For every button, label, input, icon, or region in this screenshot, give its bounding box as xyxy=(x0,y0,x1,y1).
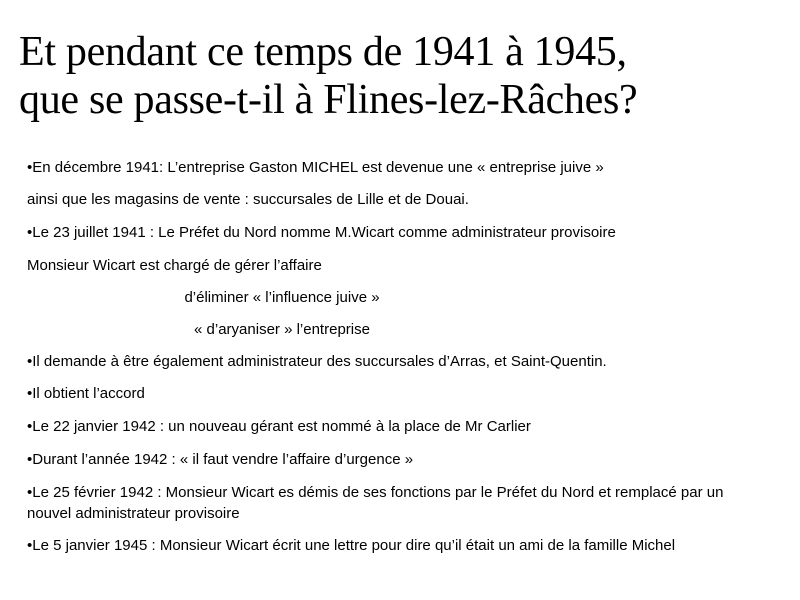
bullet-annee-1942: •Durant l’année 1942 : « il faut vendre l’affaire d’urgence » xyxy=(27,451,414,468)
bullet-janvier-1945: •Le 5 janvier 1945 : Monsieur Wicart écrit une lettre pour dire qu’il était un ami de la famille Michel xyxy=(27,537,676,554)
bullet-janvier-1942: •Le 22 janvier 1942 : un nouveau gérant est nommé à la place de Mr Carlier xyxy=(27,418,531,435)
text-magasins: ainsi que les magasins de vente : succursales de Lille et de Douai. xyxy=(27,191,469,208)
title-line-1: Et pendant ce temps de 1941 à 1945, xyxy=(19,29,627,75)
bullet-fevrier-1942: •Le 25 février 1942 : Monsieur Wicart es démis de ses fonctions par le Préfet du Nord et remplacé par un nouvel administrateur provisoire xyxy=(27,484,724,522)
bullet-juillet-1941: •Le 23 juillet 1941 : Le Préfet du Nord nomme M.Wicart comme administrateur provisoire xyxy=(27,224,616,241)
bullet-accord: •Il obtient l’accord xyxy=(27,385,145,402)
text-wicart-charge: Monsieur Wicart est chargé de gérer l’affaire xyxy=(27,257,322,274)
bullet-succursales: •Il demande à être également administrateur des succursales d’Arras, et Saint-Quentin. xyxy=(27,353,607,370)
bullet-december-1941: •En décembre 1941: L’entreprise Gaston MICHEL est devenue une « entreprise juive » xyxy=(27,159,604,176)
slide-title xyxy=(19,28,789,124)
text-eliminer: d’éliminer « l’influence juive » xyxy=(184,289,380,306)
text-aryaniser: « d’aryaniser » l’entreprise xyxy=(194,321,370,338)
title-line-2: que se passe-t-il à Flines-lez-Râches? xyxy=(19,77,638,123)
